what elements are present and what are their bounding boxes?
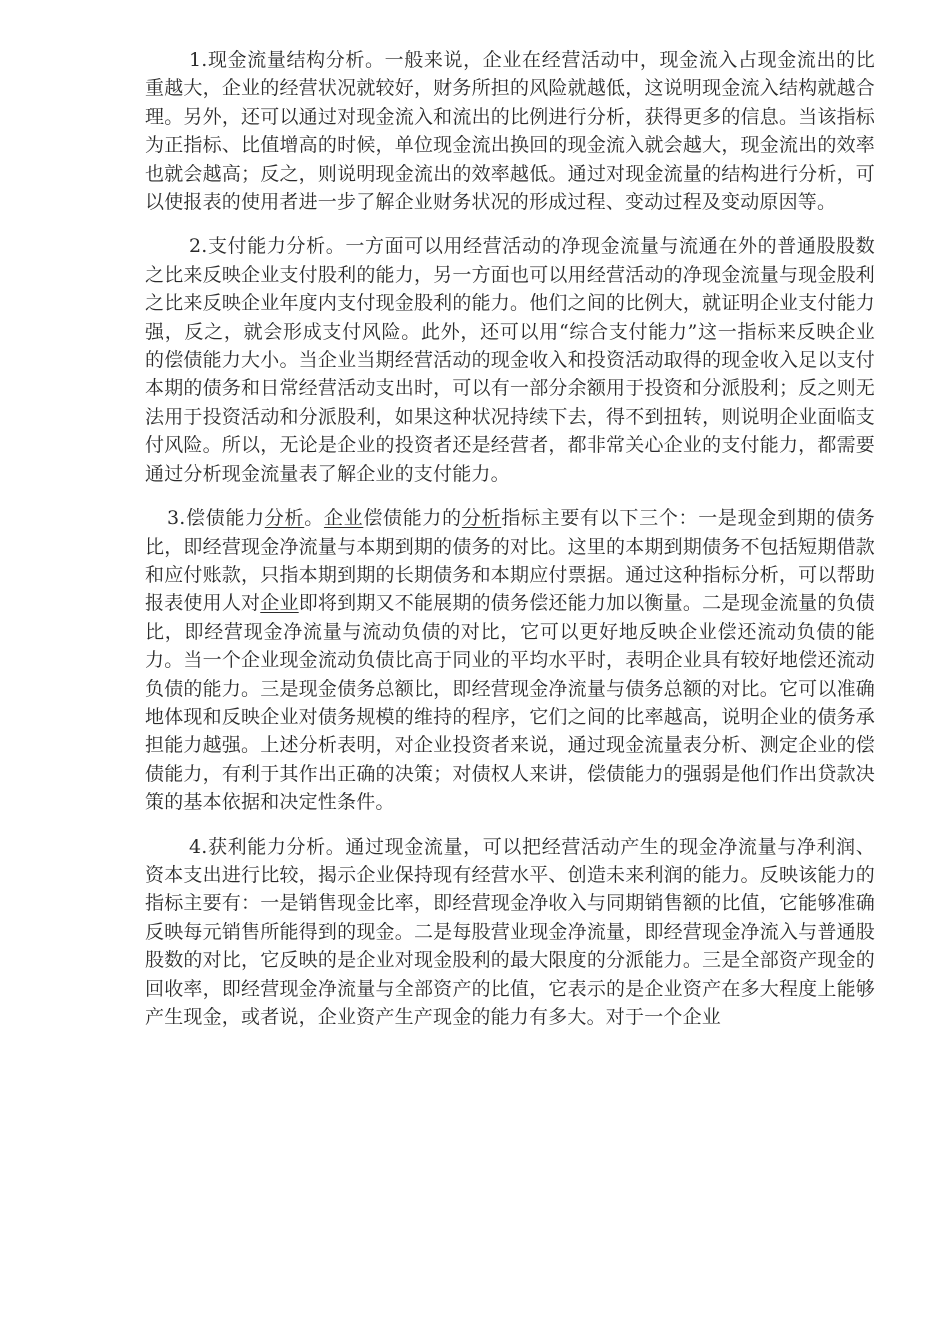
paragraph-solvency-heading: 3.偿债能力 [167, 507, 265, 530]
paragraph-solvency-text-3: 指标主要有以下三个：一是现金到期的债务比，即经营现金净流量与本期到期的债务的对比。这里的本期到期债务不包括短期借款和应付账款，只指本期到期的长期债务和本期应付票据。通过这种指标分析，可以帮助报表使用人对 [145, 507, 876, 615]
paragraph-solvency-text-4: 即将到期又不能展期的债务偿还能力加以衡量。二是现金流量的负债比，即经营现金净流量与流动负债的对比，它可以更好地反映企业偿还流动负债的能力。当一个企业现金流动负债比高于同业的平均水平时，表明企业具有较好地偿还流动负债的能力。三是现金债务总额比，即经营现金净流量与债务总额的对比。它可以准确地体现和反映企业对债务规模的维持的程序，它们之间的比率越高，说明企业的债务承担能力越强。上述分析表明，对企业投资者来说，通过现金流量表分析、测定企业的偿债能力，有利于其作出正确的决策；对债权人来讲，偿债能力的强弱是他们作出贷款决策的基本依据和决定性条件。 [145, 592, 875, 814]
link-enterprise[interactable]: 企业 [323, 507, 364, 530]
paragraph-payment-capacity: 2.支付能力分析。一方面可以用经营活动的净现金流量与流通在外的普通股股数之比来反映企业支付股利的能力，另一方面也可以用经营活动的净现金流量与现金股利之比来反映企业年度内支付现金股利的能力。他们之间的比例大，就证明企业支付能力强，反之，就会形成支付风险。此外，还可以用“综合支付能力”这一指标来反映企业的偿债能力大小。当企业当期经营活动的现金收入和投资活动取得的现金收入足以支付本期的债务和日常经营活动支出时，可以有一部分余额用于投资和分派股利；反之则无法用于投资活动和分派股利，如果这种状况持续下去，得不到扭转，则说明企业面临支付风险。所以，无论是企业的投资者还是经营者，都非常关心企业的支付能力，都需要通过分析现金流量表了解企业的支付能力。 [145, 235, 875, 485]
paragraph-solvency-text-1: 。 [304, 507, 324, 530]
paragraph-profitability: 4.获利能力分析。通过现金流量，可以把经营活动产生的现金净流量与净利润、资本支出进行比较，揭示企业保持现有经营水平、创造未来利润的能力。反映该能力的指标主要有：一是销售现金比率，即经营现金净收入与同期销售额的比值，它能够准确反映每元销售所能得到的现金。二是每股营业现金净流量，即经营现金净流入与普通股股数的对比，它反映的是企业对现金股利的最大限度的分派能力。三是全部资产现金的回收率，即经营现金净流量与全部资产的比值，它表示的是企业资产在多大程度上能够产生现金，或者说，企业资产生产现金的能力有多大。对于一个企业 [145, 835, 875, 1028]
link-enterprise-2[interactable]: 企业 [260, 592, 299, 615]
link-analysis[interactable]: 分析 [264, 507, 305, 530]
paragraph-solvency-text-2: 偿债能力的 [363, 507, 462, 530]
paragraph-cash-flow-structure: 1.现金流量结构分析。一般来说，企业在经营活动中，现金流入占现金流出的比重越大，企业的经营状况就较好，财务所担的风险就越低，这说明现金流入结构就越合理。另外，还可以通过对现金流入和流出的比例进行分析，获得更多的信息。当该指标为正指标、比值增高的时候，单位现金流出换回的现金流入就会越大，现金流出的效率也就会越高；反之，则说明现金流出的效率越低。通过对现金流量的结构进行分析，可以使报表的使用者进一步了解企业财务状况的形成过程、变动过程及变动原因等。 [145, 49, 875, 214]
document-page [145, 46, 875, 1047]
link-analysis-2[interactable]: 分析 [461, 507, 502, 530]
paragraph-solvency [145, 504, 875, 816]
